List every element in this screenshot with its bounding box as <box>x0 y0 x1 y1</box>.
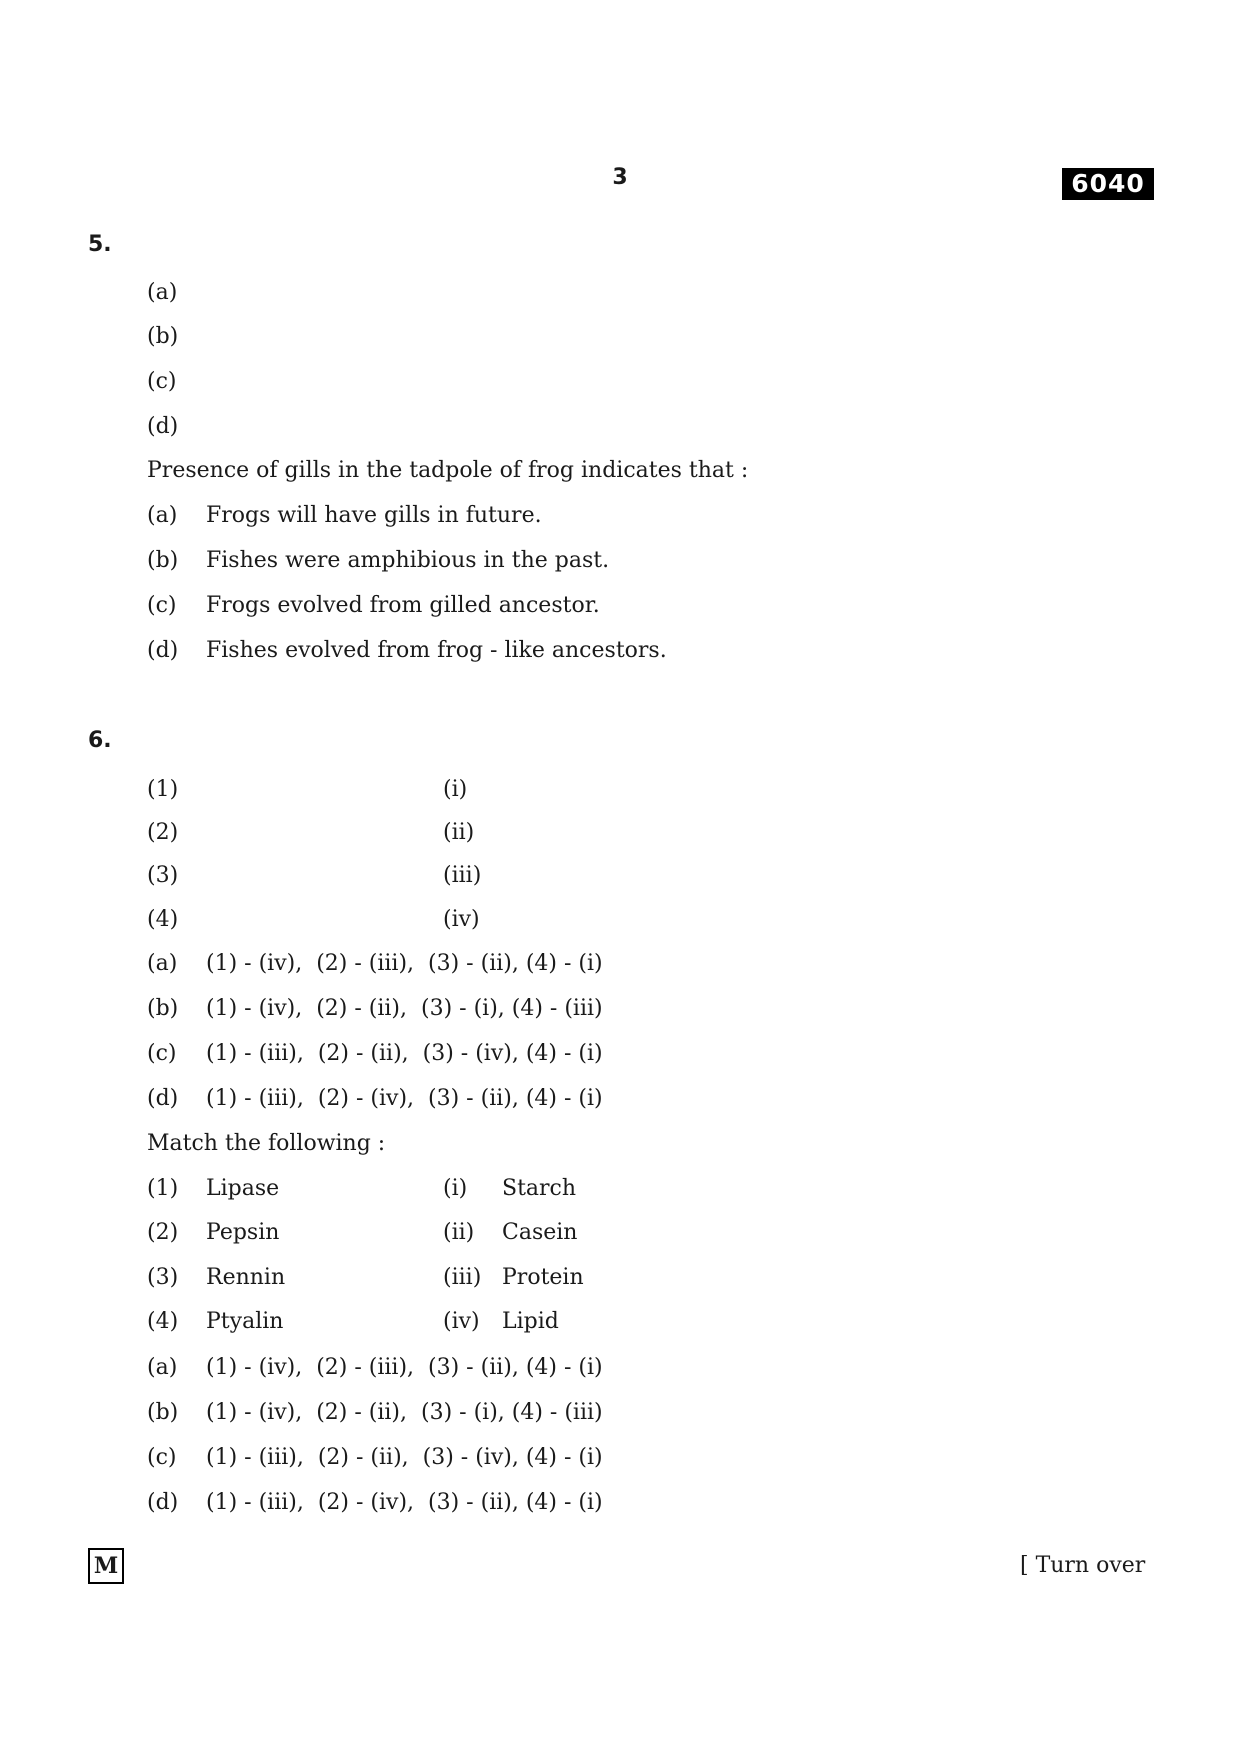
option-text: Frogs evolved from gilled ancestor. <box>206 593 600 618</box>
answer-text: (1) - (iv), (2) - (iii), (3) - (ii), (4) - (i) <box>206 951 603 976</box>
option-label: (c) <box>147 1445 177 1470</box>
option-label: (b) <box>147 548 179 573</box>
pair-right-label: (ii) <box>443 1220 475 1245</box>
option-label: (c) <box>147 593 177 618</box>
option-label: (d) <box>147 1086 179 1111</box>
option-text: Fishes were amphibious in the past. <box>206 548 610 573</box>
option-label: (a) <box>147 280 178 305</box>
pair-right-kannada <box>502 818 570 842</box>
question-5-number: 5. <box>88 232 112 257</box>
answer-text: (1) - (iii), (2) - (iv), (3) - (ii), (4) - (i) <box>206 1086 603 1111</box>
option-label: (d) <box>147 638 179 663</box>
option-label: (a) <box>147 951 178 976</box>
option-label: (c) <box>147 1041 177 1066</box>
pair-right-kannada <box>502 775 632 799</box>
pair-right-kannada <box>502 861 584 885</box>
question-6-english-stem: Match the following : <box>147 1131 386 1156</box>
pair-left-label: (4) <box>147 1309 179 1334</box>
pair-left-kannada <box>206 818 264 842</box>
answer-text: (1) - (iv), (2) - (ii), (3) - (i), (4) - (iii) <box>206 996 603 1021</box>
pair-right-kannada <box>502 905 558 929</box>
question-5-english-stem: Presence of gills in the tadpole of frog indicates that : <box>147 458 749 483</box>
pair-right-label: (ii) <box>443 820 475 845</box>
pair-left-label: (3) <box>147 863 179 888</box>
medium-marker-box: M <box>88 1548 124 1584</box>
option-label: (b) <box>147 1400 179 1425</box>
question-5-kannada-stem <box>147 235 847 259</box>
option-text-kannada <box>206 278 536 302</box>
option-label: (a) <box>147 503 178 528</box>
pair-left-kannada <box>206 775 276 799</box>
option-label: (a) <box>147 1355 178 1380</box>
option-label: (c) <box>147 369 177 394</box>
pair-left-label: (1) <box>147 1176 179 1201</box>
option-label: (b) <box>147 996 179 1021</box>
pair-right-text: Casein <box>502 1220 578 1245</box>
pair-left-label: (3) <box>147 1265 179 1290</box>
answer-text: (1) - (iii), (2) - (ii), (3) - (iv), (4) - (i) <box>206 1041 603 1066</box>
answer-text: (1) - (iii), (2) - (ii), (3) - (iv), (4) - (i) <box>206 1445 603 1470</box>
turn-over-note: [ Turn over <box>1020 1553 1146 1578</box>
pair-right-text: Lipid <box>502 1309 559 1334</box>
pair-left-label: (1) <box>147 777 179 802</box>
pair-right-label: (iii) <box>443 863 482 888</box>
option-label: (d) <box>147 1490 179 1515</box>
option-text: Frogs will have gills in future. <box>206 503 542 528</box>
answer-text: (1) - (iii), (2) - (iv), (3) - (ii), (4) - (i) <box>206 1490 603 1515</box>
paper-code-badge: 6040 <box>1062 168 1154 200</box>
pair-left-text: Ptyalin <box>206 1309 284 1334</box>
pair-right-text: Protein <box>502 1265 584 1290</box>
option-text-kannada <box>206 322 626 346</box>
pair-right-label: (iii) <box>443 1265 482 1290</box>
question-6-kannada-stem <box>147 731 397 755</box>
pair-right-text: Starch <box>502 1176 577 1201</box>
pair-left-kannada <box>206 905 272 929</box>
question-6-number: 6. <box>88 728 112 753</box>
pair-left-kannada <box>206 861 264 885</box>
option-label: (b) <box>147 324 179 349</box>
pair-left-label: (2) <box>147 1220 179 1245</box>
answer-text: (1) - (iv), (2) - (ii), (3) - (i), (4) - (iii) <box>206 1400 603 1425</box>
pair-left-label: (2) <box>147 820 179 845</box>
pair-left-text: Rennin <box>206 1265 286 1290</box>
pair-right-label: (iv) <box>443 907 480 932</box>
option-text-kannada <box>206 412 701 436</box>
pair-left-text: Pepsin <box>206 1220 280 1245</box>
pair-right-label: (iv) <box>443 1309 480 1334</box>
option-label: (d) <box>147 414 179 439</box>
pair-right-label: (i) <box>443 1176 468 1201</box>
answer-text: (1) - (iv), (2) - (iii), (3) - (ii), (4) - (i) <box>206 1355 603 1380</box>
pair-left-text: Lipase <box>206 1176 280 1201</box>
option-text: Fishes evolved from frog - like ancestors. <box>206 638 667 663</box>
pair-left-label: (4) <box>147 907 179 932</box>
pair-right-label: (i) <box>443 777 468 802</box>
option-text-kannada <box>206 367 706 391</box>
page-number: 3 <box>612 165 628 190</box>
